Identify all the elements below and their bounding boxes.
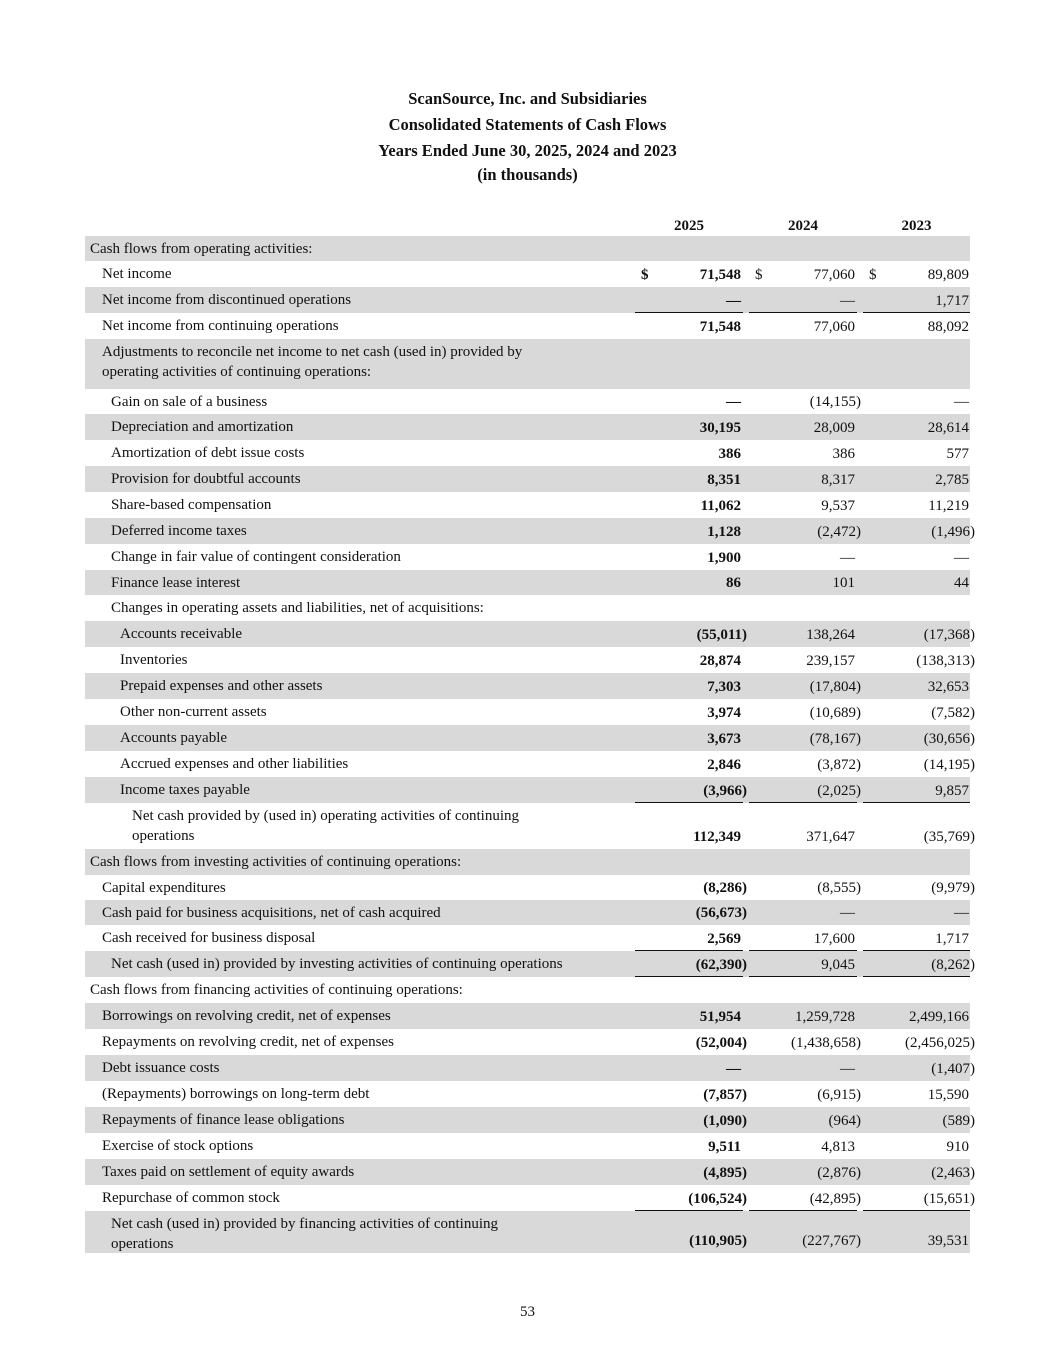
table-row <box>85 621 975 647</box>
currency-symbol: $ <box>869 267 877 283</box>
value-cell-2025: 71,548 <box>699 319 741 335</box>
table-row <box>85 570 970 595</box>
value-cell-2023: — <box>954 394 969 410</box>
row-label-line: Net income from discontinued operations <box>102 292 352 308</box>
value-cell-2023: 910 <box>946 1139 969 1155</box>
row-label <box>102 1110 647 1130</box>
value-cell-2024: 1,259,728 <box>795 1009 855 1025</box>
row-label <box>120 754 665 774</box>
value-cell-2025: 11,062 <box>700 498 741 514</box>
value-cell-2025: (110,905) <box>689 1233 747 1249</box>
row-label-line: Accounts payable <box>120 730 228 746</box>
value-cell-2023: — <box>954 905 969 921</box>
table-row <box>85 1159 975 1185</box>
table-row <box>85 1107 975 1133</box>
value-cell-2023: (138,313) <box>916 653 975 669</box>
value-cell-2023: 89,809 <box>927 267 969 283</box>
value-cell-2025: 1,900 <box>707 550 741 566</box>
value-cell-2023: 28,614 <box>927 420 969 436</box>
value-cell-2025: 86 <box>726 575 741 591</box>
value-cell-2025: 3,673 <box>707 731 741 747</box>
column-header-2023: 2023 <box>863 218 970 237</box>
value-cell-2025: (106,524) <box>688 1191 747 1207</box>
row-label <box>102 878 647 898</box>
row-label-line: operating activities of continuing operations: <box>102 364 372 380</box>
table-row <box>85 1055 975 1081</box>
row-label <box>120 676 665 696</box>
row-label-line: Changes in operating assets and liabilities, net of acquisitions: <box>111 600 484 616</box>
period-label: Years Ended June 30, 2025, 2024 and 2023 <box>378 141 677 160</box>
value-cell-2024: 77,060 <box>813 267 855 283</box>
value-cell-2024: — <box>840 1061 855 1077</box>
value-cell-2024: (2,472) <box>817 524 861 540</box>
value-cell-2024: (2,876) <box>817 1165 861 1181</box>
table-row <box>85 977 970 1003</box>
value-cell-2025: 2,569 <box>707 931 741 947</box>
value-cell-2025: (62,390) <box>695 957 747 973</box>
row-label-line: Share-based compensation <box>111 497 272 513</box>
row-label-line: Repayments on revolving credit, net of expenses <box>102 1034 395 1050</box>
row-label-line: Net income from continuing operations <box>102 318 339 334</box>
value-cell-2023: 577 <box>946 446 969 462</box>
value-cell-2024: (2,025) <box>817 783 861 799</box>
table-row <box>85 925 970 951</box>
row-label-line: Change in fair value of contingent consideration <box>111 549 401 565</box>
value-cell-2024: (10,689) <box>809 705 861 721</box>
column-header-row <box>85 216 970 236</box>
row-label <box>120 702 665 722</box>
value-cell-2024: (3,872) <box>817 757 861 773</box>
value-cell-2025: (56,673) <box>695 905 747 921</box>
table-row <box>85 339 970 389</box>
row-label <box>132 806 677 846</box>
value-cell-2024: (42,895) <box>809 1191 861 1207</box>
value-cell-2025: (8,286) <box>703 880 747 896</box>
value-cell-2024: — <box>840 293 855 309</box>
row-label <box>102 903 647 923</box>
row-label <box>90 239 635 259</box>
company-name: ScanSource, Inc. and Subsidiaries <box>408 89 647 108</box>
table-row <box>85 777 970 803</box>
row-label <box>102 928 647 948</box>
row-label <box>111 417 656 437</box>
value-cell-2023: (7,582) <box>931 705 975 721</box>
row-label <box>111 443 656 463</box>
value-cell-2023: 15,590 <box>927 1087 969 1103</box>
value-cell-2024: (78,167) <box>809 731 861 747</box>
value-cell-2023: 9,857 <box>935 783 969 799</box>
row-label <box>120 624 665 644</box>
row-label-line: Finance lease interest <box>111 575 241 591</box>
table-row <box>85 261 970 287</box>
value-cell-2024: 386 <box>832 446 855 462</box>
row-label <box>102 1058 647 1078</box>
value-cell-2024: — <box>840 550 855 566</box>
row-label <box>111 521 656 541</box>
value-cell-2024: (17,804) <box>809 679 861 695</box>
value-cell-2025: (4,895) <box>703 1165 747 1181</box>
value-cell-2023: (14,195) <box>923 757 975 773</box>
value-cell-2025: — <box>726 1061 741 1077</box>
value-cell-2023: (17,368) <box>923 627 975 643</box>
row-label <box>120 780 665 800</box>
value-cell-2025: (7,857) <box>703 1087 747 1103</box>
value-cell-2025: 30,195 <box>699 420 741 436</box>
table-row <box>85 1133 970 1159</box>
value-cell-2024: 9,537 <box>821 498 855 514</box>
value-cell-2023: 39,531 <box>927 1233 969 1249</box>
row-label-line: Taxes paid on settlement of equity awards <box>102 1164 355 1180</box>
value-cell-2023: (9,979) <box>931 880 975 896</box>
row-label <box>102 1188 647 1208</box>
value-cell-2025: 1,128 <box>707 524 741 540</box>
value-cell-2023: 2,785 <box>935 472 969 488</box>
table-row <box>85 236 970 261</box>
table-row <box>85 544 970 570</box>
value-cell-2024: (964) <box>828 1113 861 1129</box>
table-row <box>85 647 975 673</box>
row-label <box>102 290 647 310</box>
row-label <box>111 547 656 567</box>
table-row <box>85 313 970 339</box>
table-row <box>85 1185 975 1211</box>
table-row <box>85 725 975 751</box>
value-cell-2024: 8,317 <box>821 472 855 488</box>
row-label <box>102 342 647 382</box>
table-row <box>85 595 970 621</box>
row-label <box>102 264 647 284</box>
column-header-2025: 2025 <box>635 218 743 237</box>
value-cell-2025: 7,303 <box>707 679 741 695</box>
value-cell-2023: 32,653 <box>927 679 969 695</box>
row-label-line: operations <box>111 1236 174 1252</box>
value-cell-2023: 1,717 <box>935 293 969 309</box>
table-row <box>85 389 970 414</box>
value-cell-2023: (8,262) <box>931 957 975 973</box>
row-label-line: Depreciation and amortization <box>111 419 294 435</box>
currency-symbol: $ <box>641 267 649 283</box>
value-cell-2025: (52,004) <box>695 1035 747 1051</box>
value-cell-2025: 2,846 <box>707 757 741 773</box>
value-cell-2025: — <box>726 293 741 309</box>
value-cell-2023: — <box>954 550 969 566</box>
value-cell-2025: (55,011) <box>696 627 747 643</box>
value-cell-2025: 112,349 <box>693 829 741 845</box>
row-label-line: Cash paid for business acquisitions, net of cash acquired <box>102 905 441 921</box>
row-label <box>111 469 656 489</box>
statement-title: Consolidated Statements of Cash Flows <box>388 115 667 134</box>
value-cell-2023: (2,456,025) <box>905 1035 975 1051</box>
value-cell-2024: 138,264 <box>806 627 855 643</box>
row-label <box>102 1084 647 1104</box>
value-cell-2023: 2,499,166 <box>909 1009 969 1025</box>
currency-symbol: $ <box>755 267 763 283</box>
row-label <box>111 495 656 515</box>
row-label <box>102 316 647 336</box>
row-label-line: Net cash (used in) provided by financing activities of continuing <box>111 1216 498 1232</box>
value-cell-2023: (2,463) <box>931 1165 975 1181</box>
value-cell-2023: 88,092 <box>927 319 969 335</box>
table-row <box>85 440 970 466</box>
value-cell-2024: 28,009 <box>813 420 855 436</box>
value-cell-2025: (1,090) <box>703 1113 747 1129</box>
cash-flow-table <box>85 216 975 1252</box>
column-header-2024: 2024 <box>749 218 857 237</box>
value-cell-2025: 9,511 <box>708 1139 741 1155</box>
value-cell-2023: (1,407) <box>931 1061 975 1077</box>
row-label-line: Prepaid expenses and other assets <box>120 678 323 694</box>
table-row <box>85 951 975 977</box>
value-cell-2023: (1,496) <box>931 524 975 540</box>
table-row <box>85 518 975 544</box>
table-row <box>85 900 970 925</box>
row-label-line: Inventories <box>120 652 188 668</box>
row-label-line: Net cash provided by (used in) operating activities of continuing <box>132 808 519 824</box>
value-cell-2024: (6,915) <box>817 1087 861 1103</box>
row-label-line: Income taxes payable <box>120 782 250 798</box>
value-cell-2025: (3,966) <box>703 783 747 799</box>
table-row <box>85 751 975 777</box>
row-label-line: Exercise of stock options <box>102 1138 254 1154</box>
value-cell-2024: 77,060 <box>813 319 855 335</box>
value-cell-2025: 71,548 <box>699 267 741 283</box>
table-row <box>85 1029 975 1055</box>
row-label-line: Deferred income taxes <box>111 523 247 539</box>
value-cell-2024: 371,647 <box>806 829 855 845</box>
value-cell-2024: 239,157 <box>806 653 855 669</box>
row-label <box>111 392 656 412</box>
value-cell-2024: (227,767) <box>802 1233 861 1249</box>
row-label <box>102 1162 647 1182</box>
row-label-line: Cash received for business disposal <box>102 930 316 946</box>
value-cell-2023: 1,717 <box>935 931 969 947</box>
row-label-line: operations <box>132 828 195 844</box>
value-cell-2023: (15,651) <box>923 1191 975 1207</box>
row-label-line: Cash flows from investing activities of continuing operations: <box>90 854 462 870</box>
row-label <box>111 1214 656 1254</box>
row-label <box>102 1006 647 1026</box>
value-cell-2025: 8,351 <box>707 472 741 488</box>
row-label <box>90 852 635 872</box>
table-row <box>85 673 970 699</box>
value-cell-2023: (35,769) <box>923 829 975 845</box>
row-label-line: Net income <box>102 266 172 282</box>
row-label-line: (Repayments) borrowings on long-term debt <box>102 1086 370 1102</box>
value-cell-2024: (1,438,658) <box>791 1035 861 1051</box>
row-label-line: Provision for doubtful accounts <box>111 471 301 487</box>
row-label-line: Accrued expenses and other liabilities <box>120 756 349 772</box>
row-label-line: Adjustments to reconcile net income to net cash (used in) provided by <box>102 344 523 360</box>
value-cell-2025: — <box>726 394 741 410</box>
value-cell-2024: — <box>840 905 855 921</box>
value-cell-2023: (30,656) <box>923 731 975 747</box>
row-label <box>102 1136 647 1156</box>
value-cell-2024: (8,555) <box>817 880 861 896</box>
table-row <box>85 287 970 313</box>
table-row <box>85 875 975 900</box>
value-cell-2025: 386 <box>718 446 741 462</box>
statement-header <box>0 86 1055 186</box>
value-cell-2023: 11,219 <box>928 498 969 514</box>
value-cell-2024: 101 <box>832 575 855 591</box>
value-cell-2023: (589) <box>942 1113 975 1129</box>
row-label <box>111 954 656 974</box>
table-row <box>85 803 975 849</box>
row-label-line: Cash flows from operating activities: <box>90 241 313 257</box>
row-label-line: Cash flows from financing activities of continuing operations: <box>90 982 463 998</box>
row-label-line: Capital expenditures <box>102 880 226 896</box>
row-label-line: Borrowings on revolving credit, net of expenses <box>102 1008 391 1024</box>
units-label: (in thousands) <box>477 165 578 184</box>
row-label <box>120 650 665 670</box>
row-label-line: Repayments of finance lease obligations <box>102 1112 345 1128</box>
value-cell-2024: 9,045 <box>821 957 855 973</box>
value-cell-2024: (14,155) <box>809 394 861 410</box>
row-label-line: Other non-current assets <box>120 704 267 720</box>
page-number: 53 <box>520 1304 535 1320</box>
table-row <box>85 1003 970 1029</box>
row-label-line: Debt issuance costs <box>102 1060 220 1076</box>
row-label-line: Net cash (used in) provided by investing activities of continuing operations <box>111 956 563 972</box>
table-row <box>85 466 970 492</box>
row-label <box>102 1032 647 1052</box>
row-label-line: Amortization of debt issue costs <box>111 445 305 461</box>
row-label-line: Repurchase of common stock <box>102 1190 280 1206</box>
row-label-line: Accounts receivable <box>120 626 243 642</box>
value-cell-2025: 51,954 <box>699 1009 741 1025</box>
value-cell-2024: 17,600 <box>813 931 855 947</box>
value-cell-2025: 28,874 <box>699 653 741 669</box>
value-cell-2023: 44 <box>954 575 969 591</box>
row-label <box>90 980 635 1000</box>
table-row <box>85 492 970 518</box>
row-label <box>111 573 656 593</box>
table-row <box>85 699 975 725</box>
table-row <box>85 1081 970 1107</box>
row-label <box>111 598 656 618</box>
table-row <box>85 414 970 440</box>
value-cell-2024: 4,813 <box>821 1139 855 1155</box>
row-label <box>120 728 665 748</box>
table-row <box>85 849 970 875</box>
value-cell-2025: 3,974 <box>707 705 741 721</box>
table-row <box>85 1211 970 1253</box>
row-label-line: Gain on sale of a business <box>111 394 268 410</box>
